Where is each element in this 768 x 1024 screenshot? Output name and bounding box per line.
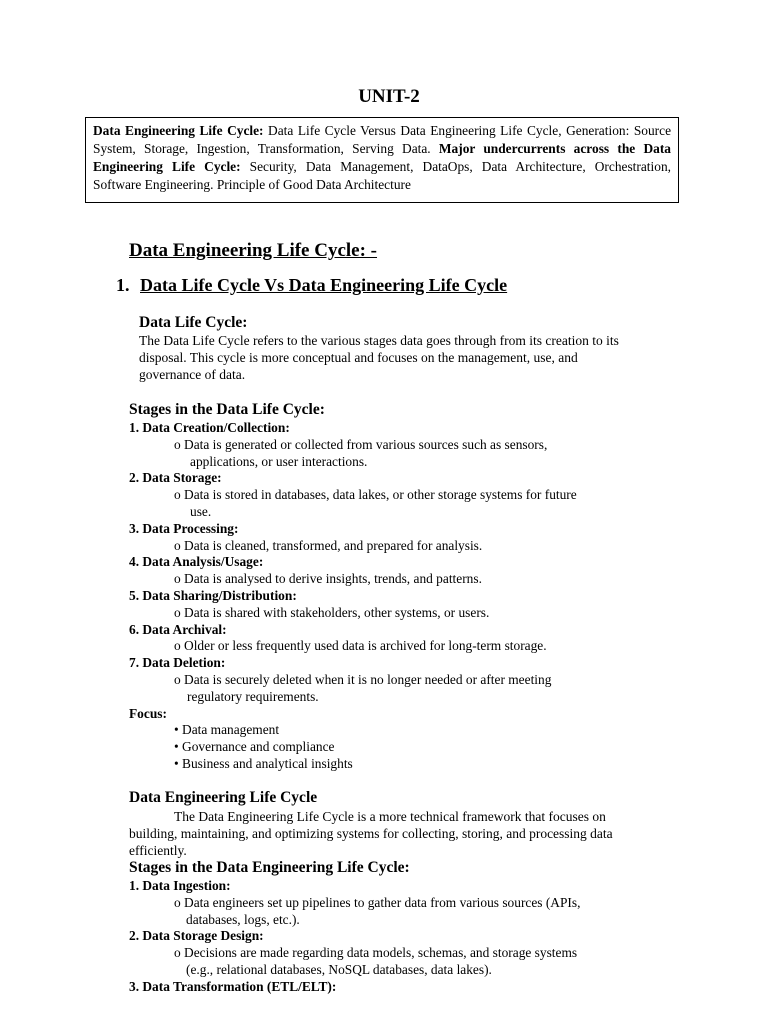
section-title: Data Life Cycle Vs Data Engineering Life Cycle: [140, 275, 508, 295]
delc-stages-list: [129, 878, 689, 996]
delc-stages-heading: Stages in the Data Engineering Life Cycle:: [129, 859, 410, 876]
stage-description: o Data is analysed to derive insights, trends, and patterns.: [174, 571, 482, 587]
stage-title: 6. Data Archival:: [129, 621, 227, 637]
stage-description: o Data is cleaned, transformed, and prepared for analysis.: [174, 537, 483, 553]
main-heading: Data Engineering Life Cycle: -: [129, 240, 378, 261]
dlc-stages-heading: Stages in the Data Life Cycle:: [129, 401, 325, 418]
syllabus-text-1: Data Life Cycle Versus Data Engineering Life Cycle, Generation: Source System, Storage, Ingestion, Transformation, Serving Data.: [93, 123, 672, 156]
stage-title: 4. Data Analysis/Usage:: [129, 554, 264, 570]
delc-intro: [129, 808, 699, 859]
stage-description: o Data is shared with stakeholders, other systems, or users.: [174, 604, 490, 620]
stage-description: o Data is generated or collected from various sources such as sensors, applications, or user interactions.: [174, 436, 548, 469]
syllabus-label-2: Major undercurrents across the Data Engineering Life Cycle:: [93, 141, 671, 174]
stage-title: 2. Data Storage Design:: [129, 928, 264, 944]
stage-title: 3. Data Transformation (ETL/ELT):: [129, 978, 337, 994]
focus-item: • Data management: [174, 722, 280, 738]
delc-heading: Data Engineering Life Cycle: [129, 789, 318, 806]
stage-title: 3. Data Processing:: [129, 520, 239, 536]
focus-item: • Governance and compliance: [174, 739, 335, 755]
delc-intro-line: efficiently.: [129, 843, 187, 858]
stage-title: 7. Data Deletion:: [129, 655, 226, 671]
stage-title: 1. Data Creation/Collection:: [129, 420, 290, 435]
stage-description: o Data engineers set up pipelines to gather data from various sources (APIs, databases, logs, etc.).: [174, 894, 581, 927]
delc-intro-line: building, maintaining, and optimizing systems for collecting, storing, and processing data: [129, 826, 613, 841]
focus-item: • Business and analytical insights: [174, 755, 353, 771]
dlc-intro-line: disposal. This cycle is more conceptual and focuses on the management, use, and: [139, 350, 578, 365]
syllabus-label-1: Data Engineering Life Cycle:: [93, 123, 264, 138]
delc-intro-line: The Data Engineering Life Cycle is a more technical framework that focuses on: [174, 809, 606, 824]
section-number: 1.: [116, 275, 130, 295]
dlc-heading: Data Life Cycle:: [139, 314, 248, 331]
stage-title: 5. Data Sharing/Distribution:: [129, 587, 297, 603]
stage-description: o Decisions are made regarding data models, schemas, and storage systems (e.g., relational databases, NoSQL databases, data lakes).: [174, 945, 578, 977]
syllabus-box: [85, 117, 679, 203]
focus-label: Focus:: [129, 705, 167, 721]
stage-description: o Older or less frequently used data is archived for long-term storage.: [174, 638, 547, 654]
stage-title: 1. Data Ingestion:: [129, 878, 231, 893]
dlc-intro: [139, 332, 699, 383]
stage-description: o Data is stored in databases, data lakes, or other storage systems for future use.: [174, 487, 577, 519]
section-heading: [116, 275, 507, 296]
dlc-intro-line: governance of data.: [139, 367, 246, 382]
syllabus-text-2: Security, Data Management, DataOps, Data Architecture, Orchestration, Software Engineering. Principle of Good Data Architecture: [93, 159, 671, 192]
dlc-stages-list: [129, 420, 689, 773]
dlc-intro-line: The Data Life Cycle refers to the various stages data goes through from its creation to its: [139, 333, 619, 348]
stage-description: o Data is securely deleted when it is no longer needed or after meeting regulatory requirements.: [174, 671, 552, 704]
stage-title: 2. Data Storage:: [129, 470, 222, 486]
unit-title: UNIT-2: [358, 86, 420, 107]
